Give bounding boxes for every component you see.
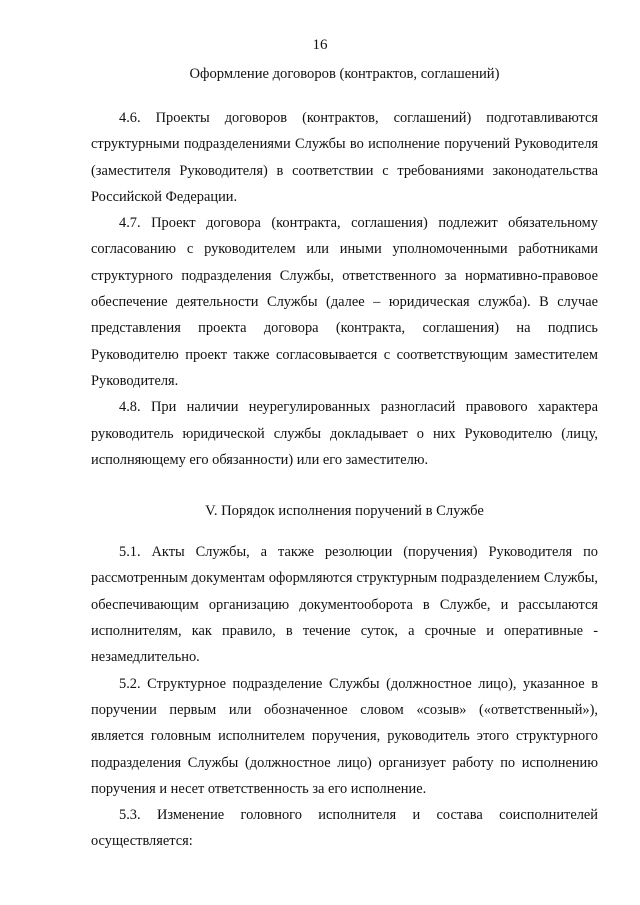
- page-number: 16: [312, 37, 328, 53]
- paragraph-4-8: 4.8. При наличии неурегулированных разногласий правового характера руководитель юридической службы докладывает о них Руководителю (лицу, исполняющему его обязанности) или его заместителю.: [91, 399, 598, 468]
- paragraph-5-1: 5.1. Акты Службы, а также резолюции (поручения) Руководителя по рассмотренным документам оформляются структурным подразделением Службы, обеспечивающим организацию документооборота в Службе, и рассылаются исполнителям, как правило, в течение суток, а срочные и оперативные - незамедлительно.: [91, 544, 598, 666]
- section-heading-orders: V. Порядок исполнения поручений в Службе: [205, 503, 484, 520]
- paragraph-5-3: 5.3. Изменение головного исполнителя и состава соисполнителей осуществляется:: [91, 807, 598, 850]
- paragraph-4-7: 4.7. Проект договора (контракта, соглашения) подлежит обязательному согласованию с руководителем или иными уполномоченными работниками структурного подразделения Службы, ответственного за нормативно-правовое обеспечение деятельности Службы (далее – юридическая служба). В случае представления проекта договора (контракта, соглашения) на подпись Руководителю проект также согласовывается с соответствующим заместителем Руководителя.: [91, 215, 598, 389]
- paragraph-4-6: 4.6. Проекты договоров (контрактов, соглашений) подготавливаются структурными подразделениями Службы во исполнение поручений Руководителя (заместителя Руководителя) в соответствии с требованиями законодательства Российской Федерации.: [91, 110, 598, 205]
- section-heading-contracts: Оформление договоров (контрактов, соглашений): [189, 66, 500, 82]
- paragraph-5-2: 5.2. Структурное подразделение Службы (должностное лицо), указанное в поручении первым или обозначенное словом «созыв» («ответственный»), является головным исполнителем поручения, руководитель этого структурного подразделения Службы (должностное лицо) организует работу по исполнению поручения и несет ответственность за его исполнение.: [91, 675, 598, 797]
- document-body: [91, 64, 598, 855]
